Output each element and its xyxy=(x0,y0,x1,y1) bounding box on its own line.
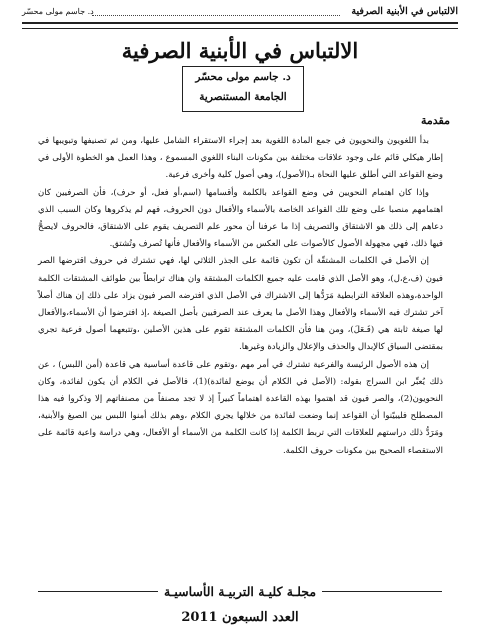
author-affiliation: الجامعة المستنصرية xyxy=(199,91,287,103)
paragraph-4: إن هذه الأصول الرئيسة والفرعية تشترك في أمر مهم ،وتقوم على قاعدة أساسية هي قاعدة (أمن اللبس) ، عن ذلك يُعبِّر ابن السراج بقوله: (الأصل في الكلام أن يوضع لفائدة)(1)، فالأصل في الكلام أن يكون لفائدة، وكان النحويون(2)، والصر فيون قد اهتموا بهذه القاعدة اهتماماً كبيراً إذ لا تجد مصنفاً من مصنفاتهم إلا وذكروا فيه هذا المصطلح فليبيّنوا أن القواعد إنما وضعت لفائدة من خلالها يجري الكلام ،وهم بذلك أمنوا اللبس بين الصيغ والأبنية، ومَرَدُّ ذلك دراستهم للعلاقات التي تربط الكلمة إذا كانت الكلمة من الأسماء أو الأفعال، وهي دراسة واعية قائمة على الاستقصاء الصحيح بين مكونات حروف الكلمة. xyxy=(38,359,444,456)
running-header-title: الالتباس في الأبنية الصرفية xyxy=(351,6,458,17)
author-box xyxy=(182,66,304,112)
page-title: الالتباس في الأبنية الصرفية xyxy=(121,38,359,63)
running-header-author: د. جاسم مولى محسّر xyxy=(22,7,94,16)
footer-journal-name: مجلـة كليـة التربيـة الأساسيـة xyxy=(158,584,322,599)
running-header xyxy=(22,6,458,22)
paragraph-2: وإذا كان اهتمام النحويين في وضع القواعد بالكلمة وأقسامها (اسم،أو فعل، أو حرف)، فأن الصرفيين كان اهتمامهم منصبا على وضع تلك القواعد الخاصة بالأسماء والأفعال دون الحروف، فهم لم يذكروها وكان السبب الذي دعاهم إلى ذلك هو الاشتقاق والتصريف إذا ما عرفنا أن محور علم التصريف يقوم على الاشتقاق، فالحروف لايصحُّ فيها ذلك، فهي مجهولة الأصول كالأصوات على العكس من الأسماء والأفعال فأنها تُصرف وتُشتق. xyxy=(38,187,443,250)
running-header-leader xyxy=(92,15,340,16)
paragraph-1: بدأ اللغويون والنحويون في جمع المادة اللغوية بعد إجراء الاستقراء الشامل عليها، ومن ثم تصنيفها وتبويبها في إطار هيكلي قائم على وجود علاقات مختلفة بين مكونات البناء اللغوي المسموع ، وهذا العمل هو الخطوة الأولى في وضع القواعد التي أطلق عليها النحاة بـ(الأصول)، وهي أصول كلية وأخرى فرعية. xyxy=(38,136,443,181)
body-text xyxy=(38,133,443,460)
header-rule xyxy=(22,22,458,29)
section-heading: مقدمة xyxy=(420,114,450,127)
footer-issue: العدد السبعون 2011 xyxy=(181,610,299,625)
paragraph-3: إن الأصل في الكلمات المشتقّة أن تكون قائمة على الجذر الثلاثي لها، فهي تشترك في حروف اقترضها الصر فيون (ف،ع،ل)، وهو الأصل الذي قامت عليه جميع الكلمات المشتقة وان هناك ترابطاً بين طوائف المشتقات الكلمة الواحدة،وهذه العلاقة الترابطية مَرَدُّها إلى الاشتراك في الأصل الذي افترضه الصر فيون يزاد على ذلك إن هناك أصلاً آخر تشترك فيه الأسماء والأفعال وهذا الأصل ما يعرف عند الصرفيين بأصل الصيغة ،إذ افترضوا أن الأسماء،والأفعال لها صيغة ثابتة هي (فَـعَلَ)، ومن هنا فأن الكلمات المشتقة تقوم على هذين الأصلين ،وتتبعهما أصول فرعية تجري بمقتضى السياق كالإبدال والحذف والإعلال والزيادة وغيرها. xyxy=(38,256,443,353)
author-name: د. جاسم مولى محسّر xyxy=(195,71,291,83)
page-footer xyxy=(38,584,442,632)
